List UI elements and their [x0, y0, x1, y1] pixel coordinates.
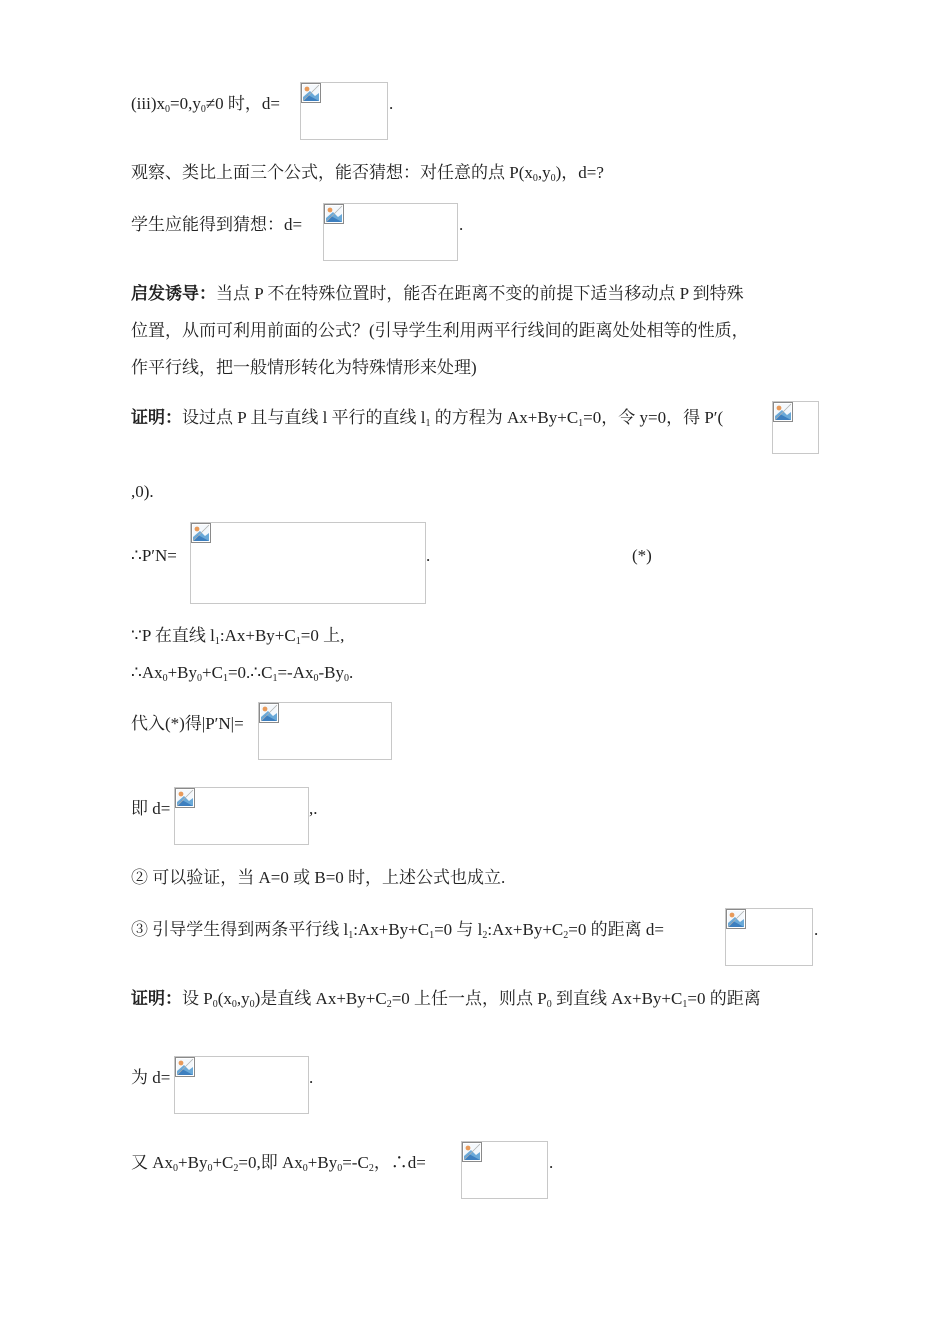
- period: .: [309, 1068, 314, 1087]
- final-line: 又 $Ax_0+By_0+C_2=0$,即 $Ax_0+By_0=-C_2$，∴d=: [131, 1153, 426, 1174]
- formula-image: [174, 787, 309, 845]
- broken-image-icon: [726, 909, 746, 929]
- d-result-line: 即 d=: [131, 799, 171, 818]
- formula-image: [174, 1056, 309, 1114]
- proof-line-1-cont: ,0).: [131, 482, 154, 501]
- proof-line-2: 证明：设 $P_0(x_0,y_0)$是直线 $Ax+By+C_2=0$ 上任一点，则点 $P_0$ 到直线 $Ax+By+C_1=0$ 的距离: [131, 989, 761, 1010]
- conjecture-line: 学生应能得到猜想：d=: [131, 215, 303, 234]
- punct: ,.: [309, 799, 318, 818]
- formula-image: [461, 1141, 548, 1199]
- formula-image: [300, 82, 388, 140]
- broken-image-icon: [175, 788, 195, 808]
- because-line: ∵P 在直线 $l_1:Ax+By+C_1=0$ 上,: [131, 626, 345, 647]
- broken-image-icon: [773, 402, 793, 422]
- formula-image: [258, 702, 392, 760]
- period: .: [814, 920, 819, 939]
- broken-image-icon: [324, 204, 344, 224]
- period: .: [549, 1153, 554, 1172]
- distance-line: 为 d=: [131, 1068, 171, 1087]
- broken-image-icon: [259, 703, 279, 723]
- period: .: [459, 215, 464, 234]
- formula-image: [190, 522, 426, 604]
- broken-image-icon: [301, 83, 321, 103]
- period: .: [426, 546, 431, 565]
- substitute-line: 代入(*)得|P′N|=: [131, 714, 244, 733]
- broken-image-icon: [191, 523, 211, 543]
- broken-image-icon: [462, 1142, 482, 1162]
- proof-line-1: 证明：设过点 P 且与直线 l 平行的直线 $l_1$ 的方程为 $Ax+By+C_1=0$，令 y=0，得 P′(: [131, 408, 724, 429]
- period: .: [389, 94, 394, 113]
- broken-image-icon: [175, 1057, 195, 1077]
- equation-tag: (*): [632, 546, 652, 565]
- pn-line: ∴P′N=: [131, 546, 177, 565]
- parallel-lines-line: ③ 引导学生得到两条平行线 $l_1:Ax+By+C_1=0$ 与 $l_2:Ax+By+C_2=0$ 的距离 d=: [131, 920, 664, 941]
- formula-image: [323, 203, 458, 261]
- observe-paragraph: 观察、类比上面三个公式，能否猜想：对任意的点 $P(x_0,y_0)$，d=?: [131, 163, 604, 184]
- formula-line-iii: $(iii)x_0=0,y_0\ne 0$ 时，d=: [131, 94, 281, 115]
- formula-image: [725, 908, 813, 966]
- verify-line: ② 可以验证，当 A=0 或 B=0 时，上述公式也成立.: [131, 868, 506, 887]
- formula-image: [772, 401, 819, 454]
- therefore-line: $\therefore Ax_0+By_0+C_1=0.\therefore C_1=-Ax_0-By_0$.: [131, 663, 354, 684]
- guidance-line-2: 位置，从而可利用前面的公式？(引导学生利用两平行线间的距离处处相等的性质，: [131, 321, 749, 340]
- guidance-line-1: 启发诱导：当点 P 不在特殊位置时，能否在距离不变的前提下适当移动点 P 到特殊: [131, 284, 744, 303]
- guidance-line-3: 作平行线，把一般情形转化为特殊情形来处理): [131, 358, 477, 377]
